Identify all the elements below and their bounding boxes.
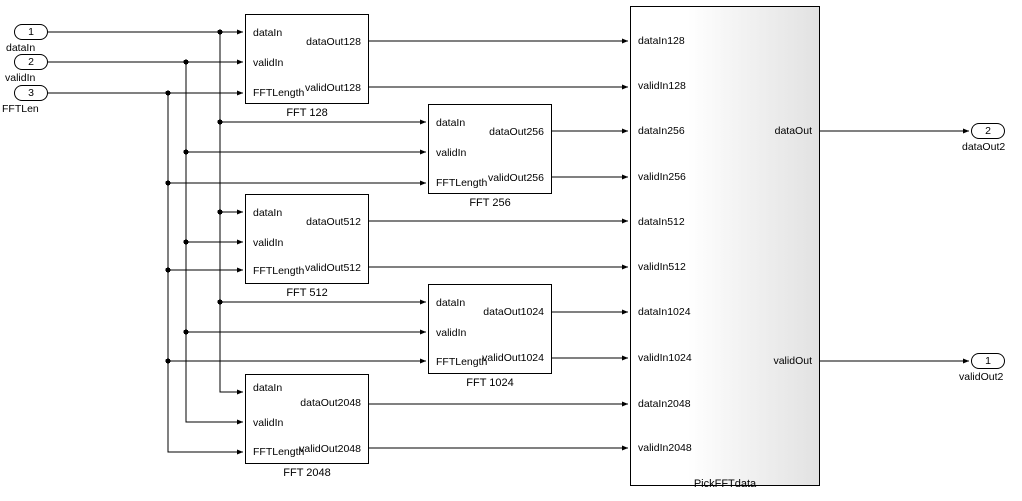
output-port-1-number: 1 [985, 355, 991, 367]
input-port-3-label: FFTLen [2, 103, 39, 115]
fft-2048-in-datain-label: dataIn [253, 382, 283, 394]
fft-256-out-dataout256-label: dataOut256 [489, 126, 544, 138]
fft-128-in-validin-label: validIn [253, 57, 284, 69]
input-port-2-number: 2 [28, 56, 34, 68]
block-fft-512-label: FFT 512 [286, 287, 328, 299]
fft-512-out-dataout512-label: dataOut512 [306, 216, 361, 228]
pick-out-validout-label: validOut [773, 355, 812, 367]
fft-512-out-validout512-label: validOut512 [304, 262, 361, 274]
fft-128-out-dataout128-label: dataOut128 [306, 36, 361, 48]
pick-out-dataout-label: dataOut [774, 125, 812, 137]
fft-256-out-validout256-label: validOut256 [487, 172, 544, 184]
pick-in-validin512-label: validIn512 [638, 261, 686, 273]
fft-128-in-datain-label: dataIn [253, 27, 283, 39]
fft-1024-in-validin-label: validIn [436, 327, 467, 339]
pick-in-datain256-label: dataIn256 [638, 125, 685, 137]
pick-in-datain2048-label: dataIn2048 [638, 398, 691, 410]
input-port-1-label: dataIn [6, 42, 36, 54]
fft-128-out-validout128-label: validOut128 [304, 82, 361, 94]
fft-128-in-fftlength-label: FFTLength [253, 87, 305, 99]
input-port-2[interactable] [14, 54, 48, 70]
fft-1024-out-validout1024-label: validOut1024 [482, 352, 544, 364]
input-port-1-number: 1 [28, 26, 34, 38]
fft-2048-in-fftlength-label: FFTLength [253, 446, 305, 458]
fft-256-in-datain-label: dataIn [436, 117, 466, 129]
output-port-2[interactable] [971, 123, 1005, 139]
fft-512-in-fftlength-label: FFTLength [253, 265, 305, 277]
fft-256-in-validin-label: validIn [436, 147, 467, 159]
fft-2048-out-validout2048-label: validOut2048 [299, 443, 361, 455]
block-pickfftdata-label: PickFFTdata [693, 478, 757, 490]
fft-2048-out-dataout2048-label: dataOut2048 [300, 397, 361, 409]
fft-512-in-validin-label: validIn [253, 237, 284, 249]
fft-1024-out-dataout1024-label: dataOut1024 [483, 306, 544, 318]
pick-in-validin1024-label: validIn1024 [638, 352, 692, 364]
output-port-2-label: dataOut2 [962, 141, 1006, 153]
input-port-3-number: 3 [28, 87, 34, 99]
fft-256-in-fftlength-label: FFTLength [436, 177, 488, 189]
fft-1024-in-datain-label: dataIn [436, 297, 466, 309]
fft-512-in-datain-label: dataIn [253, 207, 283, 219]
fft-2048-in-validin-label: validIn [253, 417, 284, 429]
pick-in-datain512-label: dataIn512 [638, 216, 685, 228]
fft-1024-in-fftlength-label: FFTLength [436, 356, 488, 368]
pick-in-validin2048-label: validIn2048 [638, 442, 692, 454]
block-fft-2048-label: FFT 2048 [283, 467, 331, 479]
pick-in-validin256-label: validIn256 [638, 171, 686, 183]
input-port-1[interactable] [14, 24, 48, 40]
block-fft-128-label: FFT 128 [286, 107, 328, 119]
block-fft-1024-label: FFT 1024 [466, 377, 514, 389]
input-port-2-label: validIn [5, 72, 36, 84]
output-port-2-number: 2 [985, 125, 991, 137]
block-pickfftdata[interactable] [630, 6, 820, 486]
pick-in-validin128-label: validIn128 [638, 80, 686, 92]
output-port-1[interactable] [971, 353, 1005, 369]
output-port-1-label: validOut2 [959, 371, 1004, 383]
block-fft-256-label: FFT 256 [469, 197, 511, 209]
pick-in-datain1024-label: dataIn1024 [638, 306, 691, 318]
pick-in-datain128-label: dataIn128 [638, 35, 685, 47]
input-port-3[interactable] [14, 85, 48, 101]
